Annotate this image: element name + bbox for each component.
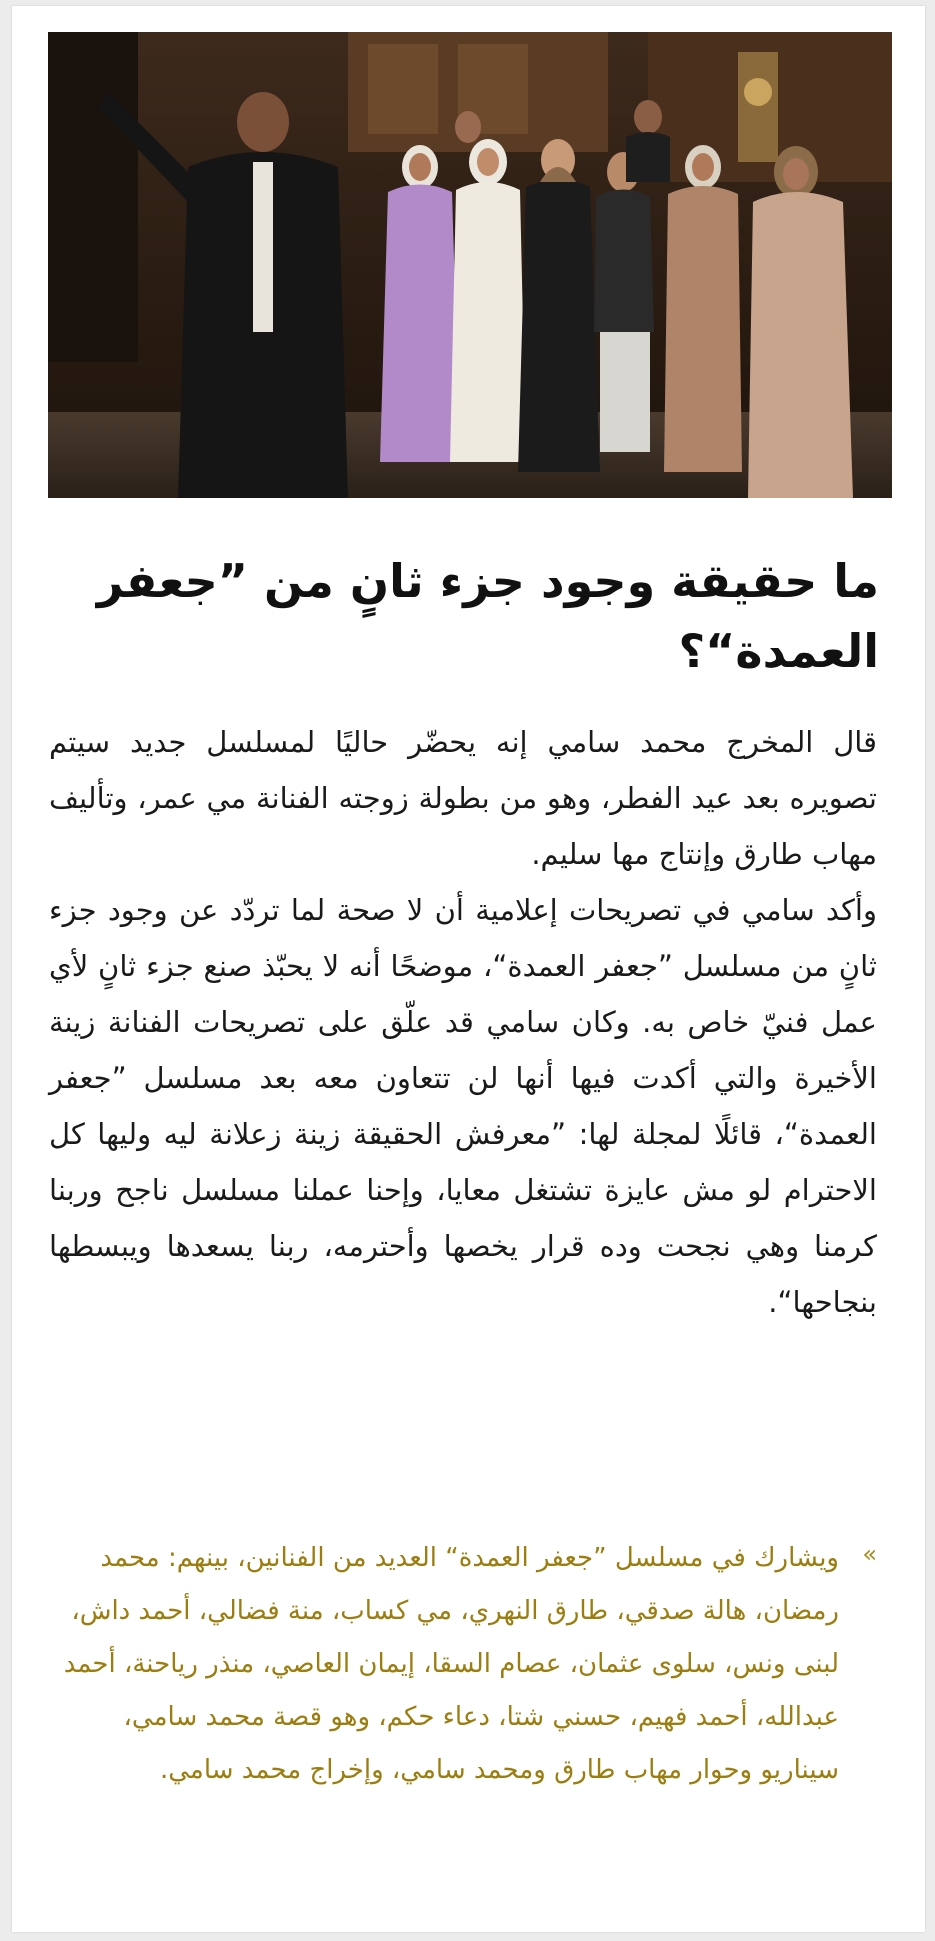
- cast-note: [49, 1532, 877, 1797]
- cast-note-text: ويشارك في مسلسل ”جعفر العمدة“ العديد من الفنانين، بينهم: محمد رمضان، هالة صدقي، طارق النهري، مي كساب، منة فضالي، أحمد داش، لبنى ونس، سلوى عثمان، عصام السقا، إيمان العاصي، منذر رياحنة، أحمد عبدالله، أحمد فهيم، حسني شتا، دعاء حكم، وهو قصة محمد سامي، سيناريو وحوار مهاب طارق ومحمد سامي، وإخراج محمد سامي.: [63, 1543, 839, 1785]
- article-headline: ما حقيقة وجود جزء ثانٍ من ”جعفر العمدة“؟: [96, 554, 879, 678]
- cast-photo-illustration: [48, 32, 892, 498]
- note-bullet-icon: »: [862, 1540, 877, 1568]
- article-paragraph: قال المخرج محمد سامي إنه يحضّر حاليًا لمسلسل جديد سيتم تصويره بعد عيد الفطر، وهو من بطولة زوجته الفنانة مي عمر، وتأليف مهاب طارق وإنتاج مها سليم.: [49, 725, 877, 871]
- article-card: [12, 6, 925, 1932]
- article-photo: [48, 32, 892, 498]
- article-paragraph: وأكد سامي في تصريحات إعلامية أن لا صحة لما تردّد عن وجود جزء ثانٍ من مسلسل ”جعفر العمدة“، موضحًا أنه لا يحبّذ صنع جزء ثانٍ لأي عمل فنيّ خاص به. وكان سامي قد علّق على تصريحات الفنانة زينة الأخيرة والتي أكدت فيها أنها لن تتعاون معه بعد مسلسل ”جعفر العمدة“، قائلًا لمجلة لها: ”معرفش الحقيقة زينة زعلانة ليه وليها كل الاحترام لو مش عايزة تشتغل معايا، وإحنا عملنا مسلسل ناجح وربنا كرمنا وهي نجحت وده قرار يخصها وأحترمه، ربنا يسعدها ويبسطها بنجاحها“.: [49, 893, 877, 1319]
- article-body: [49, 714, 877, 1330]
